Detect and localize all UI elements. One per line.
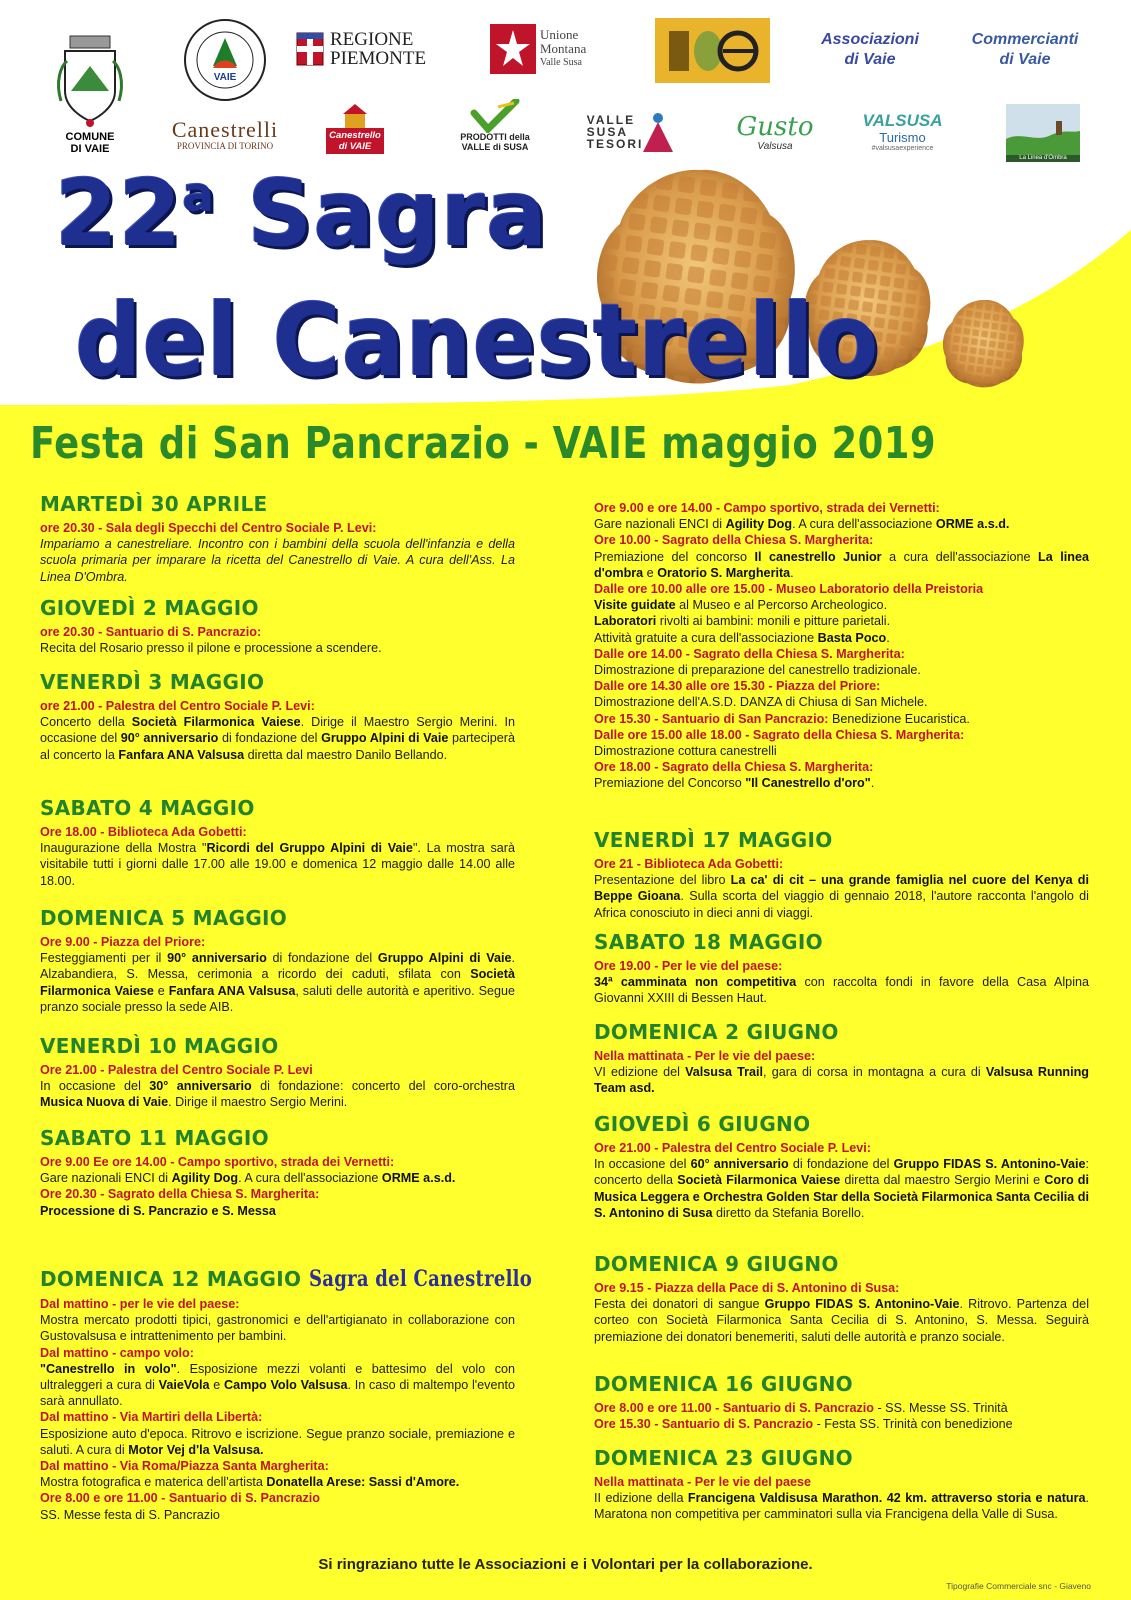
text-run: Gare nazionali ENCI di: [594, 517, 726, 532]
text-run: Esposizione auto d'epoca. Ritrovo e iscrizione. Segue pranzo sociale, premiazione e saluti. A cura di: [40, 1426, 515, 1457]
text-run: Gare nazionali ENCI di: [40, 1171, 172, 1186]
canestrello-waffle-small: [940, 296, 1030, 390]
text-bold: Fanfara ANA Valsusa: [118, 747, 245, 762]
event-block: [594, 958, 1089, 1007]
text-run: , saluti delle autorità e aperitivo. Segue pranzo sociale presso la sede AIB.: [40, 983, 515, 1014]
regione-line2: PIEMONTE: [330, 48, 427, 69]
day-heading: SABATO 4 MAGGIO: [40, 796, 255, 820]
event-time-place: Ore 8.00 e ore 11.00 - Santuario di S. Pancrazio: [594, 1401, 874, 1415]
prodotti-label: PRODOTTI della VALLE di SUSA: [460, 132, 530, 152]
text-run: Presentazione del libro: [594, 873, 731, 888]
text-bold: "Il Canestrello d'oro": [745, 776, 871, 791]
text-bold: 60° anniversario: [690, 1157, 789, 1172]
text-bold: Laboratori: [594, 614, 657, 629]
canestrello-di-vaie-logo: [320, 100, 390, 158]
text-bold: Campo Volo Valsusa: [224, 1378, 348, 1393]
event-description: Dimostrazione cottura canestrelli: [594, 744, 777, 759]
text-bold: Fanfara ANA Valsusa: [168, 983, 296, 998]
event-time-place: Ore 9.15 - Piazza della Pace di S. Antonino di Susa:: [594, 1281, 900, 1295]
commercianti-label: [960, 28, 1090, 72]
event-block: [40, 1296, 515, 1523]
text-bold: Gruppo FIDAS S. Antonino-Vaie: [764, 1297, 960, 1312]
text-run: di fondazione del: [788, 1157, 894, 1172]
text-run: di fondazione: concerto del coro-orchestra: [251, 1079, 516, 1094]
day-heading: VENERDÌ 10 MAGGIO: [40, 1034, 279, 1058]
comune-logo: [40, 18, 140, 168]
text-run: Attività gratuite a cura dell'associazione: [594, 630, 818, 645]
event-time-place: ore 20.30 - Santuario di S. Pancrazio:: [40, 625, 262, 639]
event-time-place: Ore 10.00 - Sagrato della Chiesa S. Margherita:: [594, 533, 874, 548]
text-run: Festa dei donatori di sangue: [594, 1297, 765, 1312]
acknowledgement-footer: Si ringraziano tutte le Associazioni e i Volontari per la collaborazione.: [318, 1556, 813, 1573]
text-bold: Gruppo FIDAS S. Antonino-Vaie: [893, 1157, 1086, 1172]
event-description: Dimostrazione dell'A.S.D. DANZA di Chiusa di San Michele.: [594, 695, 928, 710]
event-time-place: Ore 21 - Biblioteca Ada Gobetti:: [594, 857, 784, 871]
text-run: e: [643, 565, 658, 580]
event-time-place: Ore 18.00 - Sagrato della Chiesa S. Margherita:: [594, 760, 874, 775]
text-run: Premiazione del concorso: [594, 549, 755, 564]
vallesusa-tesori-label: VALLE SUSA TESORI: [586, 113, 644, 151]
text-bold: Agility Dog: [725, 517, 793, 532]
text-bold: ORME a.s.d.: [935, 517, 1010, 532]
text-run: Mostra fotografica e materica dell'artista: [40, 1475, 267, 1490]
day-heading: GIOVEDÌ 2 MAGGIO: [40, 596, 259, 620]
squadra-label: VAIE: [213, 72, 237, 83]
subtitle: Festa di San Pancrazio - VAIE maggio 2019: [30, 418, 937, 469]
event-time-place: Ore 8.00 e ore 11.00 - Santuario di S. Pancrazio: [40, 1491, 320, 1506]
event-description: Dimostrazione di preparazione del canestrello tradizionale.: [594, 663, 921, 678]
day-heading: MARTEDÌ 30 APRILE: [40, 492, 268, 516]
coat-of-arms-icon: [55, 31, 125, 131]
canestrelli-line2: PROVINCIA DI TORINO: [176, 141, 274, 152]
event-time-place: Ore 18.00 - Biblioteca Ada Gobetti:: [40, 825, 247, 839]
event-time-place: Ore 20.30 - Sagrato della Chiesa S. Margherita:: [40, 1187, 320, 1202]
event-time-place: Ore 9.00 e ore 14.00 - Campo sportivo, strada dei Vernetti:: [594, 501, 940, 515]
event-block: [40, 1154, 515, 1219]
day-heading: DOMENICA 23 GIUGNO: [594, 1446, 853, 1470]
event-time-place: Dalle ore 10.00 alle ore 15.00 - Museo Laboratorio della Preistoria: [594, 582, 984, 597]
unione-line1: Unione: [540, 27, 579, 42]
unione-line3: Valle Susa: [540, 57, 582, 68]
aib-badge-icon: [183, 18, 267, 102]
unione-line2: Montana: [540, 41, 587, 56]
text-run: .: [870, 776, 875, 791]
valsusa-turismo-line1: VALSUSA: [862, 111, 943, 131]
event-block: [594, 1280, 1089, 1345]
text-run: , gara di corsa in montagna a cura di: [763, 1065, 986, 1080]
text-run: . Alzabandiera, S. Messa, cerimonia a ricordo dei caduti, sfilata con: [40, 951, 515, 982]
sagra-tag: Sagra del Canestrello: [309, 1266, 533, 1292]
text-bold: Ricordi del Gruppo Alpini di Vaie: [206, 841, 413, 856]
text-bold: ORME a.s.d.: [381, 1171, 456, 1186]
text-bold: Società Filarmonica Vaiese: [677, 1173, 841, 1188]
event-time-place: ore 21.00 - Palestra del Centro Sociale P. Levi:: [40, 699, 315, 713]
day-heading: VENERDÌ 3 MAGGIO: [40, 670, 265, 694]
valsusa-turismo-line2: Turismo: [879, 129, 926, 145]
text-run: : concerto della: [594, 1157, 1089, 1188]
event-time-place: ore 20.30 - Sala degli Specchi del Centro Sociale P. Levi:: [40, 521, 377, 535]
main-title-line2: del Canestrello: [75, 282, 880, 399]
event-time-place: Ore 15.30 - Santuario di S. Pancrazio: [594, 1417, 814, 1432]
event-description: Mostra mercato prodotti tipici, gastronomici e dell'artigianato in collaborazione con Gustovalsusa e intrattenimento per bambini.: [40, 1313, 515, 1344]
text-bold: Coro di Musica Leggera e Orchestra Golden Star della Società Filarmonica Santa Cecilia di S. Antonino di Susa: [594, 1173, 1090, 1220]
event-time-place: Ore 21.00 - Palestra del Centro Sociale P. Levi:: [594, 1141, 871, 1155]
event-description: Impariamo a canestreliare. Incontro con i bambini della scuola dell'infanzia e della scuola primaria per imparare la ricetta del Canestrello di Vaie. A cura dell'Ass. La Linea D'Ombra.: [40, 537, 515, 584]
text-bold: Francigena Valdisusa Marathon. 42 km. attraverso storia e natura: [687, 1491, 1086, 1506]
text-run: .: [790, 565, 794, 580]
edition-number: 22: [55, 160, 183, 267]
event-time-place: Dalle ore 14.00 - Sagrato della Chiesa S. Margherita:: [594, 646, 905, 661]
text-run: rivolti ai bambini: monili e pitture parietali.: [656, 614, 891, 629]
landscape-icon: [1006, 115, 1080, 155]
commercianti-line1: Commercianti: [971, 31, 1079, 48]
associazioni-label: [810, 28, 930, 72]
event-description: SS. Messe festa di S. Pancrazio: [40, 1507, 220, 1522]
regione-line1: REGIONE: [330, 29, 414, 50]
event-description: Processione di S. Pancrazio e S. Messa: [40, 1203, 276, 1218]
event-time-place: Dal mattino - Via Roma/Piazza Santa Margherita:: [40, 1459, 329, 1474]
day-heading: DOMENICA 16 GIUGNO: [594, 1372, 853, 1396]
text-run: In occasione del: [594, 1157, 691, 1172]
event-time-place: Ore 15.30 - Santuario di San Pancrazio:: [594, 711, 829, 726]
event-time-place: Ore 9.00 - Piazza del Priore:: [40, 935, 206, 949]
event-time-place: Dal mattino - Via Martiri della Libertà:: [40, 1410, 263, 1425]
text-run: . Dirige il Maestro Sergio Merini. In occasione del: [40, 715, 516, 746]
text-run: di fondazione del: [266, 951, 378, 966]
text-bold: Valsusa Running Team asd.: [594, 1065, 1089, 1096]
text-run: e: [209, 1378, 225, 1393]
text-bold: La linea d'ombra: [594, 549, 1089, 580]
event-block: [594, 1048, 1089, 1097]
text-bold: Gruppo Alpini di Vaie: [321, 731, 449, 746]
text-bold: 90° anniversario: [167, 951, 267, 966]
event-description: - Festa SS. Trinità con benedizione: [813, 1417, 1013, 1432]
prodotti-valle-susa-logo: [445, 92, 545, 160]
text-bold: Gruppo Alpini di Vaie: [377, 951, 512, 966]
event-time-place: Ore 19.00 - Per le vie del paese:: [594, 959, 783, 973]
event-description: Benedizione Eucaristica.: [828, 711, 970, 726]
text-run: diretto da Stefania Borello.: [712, 1205, 865, 1220]
text-run: parteciperà al concerto la: [40, 731, 515, 762]
text-run: .: [886, 630, 890, 645]
text-run: . Esposizione mezzi volanti e battesimo del volo con ultraleggeri a cura di: [40, 1361, 515, 1393]
text-run: a cura dell'associazione: [881, 549, 1039, 564]
museo-laboratorio-logo: [655, 18, 770, 83]
comune-label: COMUNE DI VAIE: [65, 130, 115, 155]
text-run: . Ritrovo. Partenza del corteo con Società Filarmonica Santa Cecilia di S. Antonino, S. Messa. Seguirà premiazione dei donatori benemeriti, saluti delle autorità e pranzo sociale.: [594, 1297, 1089, 1344]
event-time-place: Nella mattinata - Per le vie del paese: [594, 1475, 811, 1489]
main-title-line1: [55, 160, 548, 267]
event-time-place: Nella mattinata - Per le vie del paese:: [594, 1049, 816, 1063]
linea-ombra-label: La Linea d'Ombra: [1006, 155, 1080, 162]
text-bold: Visite guidate: [594, 598, 676, 613]
text-run: Concerto della: [40, 715, 132, 730]
regione-piemonte-logo: [296, 28, 436, 70]
gusto-label: Gusto: [736, 111, 814, 142]
checkmark-leaf-icon: [470, 99, 520, 133]
text-run: al Museo e al Percorso Archeologico.: [675, 598, 888, 613]
text-bold: 90° anniversario: [120, 731, 219, 746]
day-heading-text: DOMENICA 12 MAGGIO: [40, 1267, 302, 1291]
unione-montana-logo: [490, 22, 595, 76]
event-block: [594, 500, 1089, 792]
text-run: II edizione della: [594, 1491, 688, 1506]
event-block: [40, 824, 515, 889]
text-run: di fondazione del: [218, 731, 322, 746]
printer-credit: Tipografie Commerciale snc - Giaveno: [946, 1581, 1091, 1591]
day-heading: DOMENICA 2 GIUGNO: [594, 1020, 839, 1044]
canestrelli-line1: Canestrelli: [171, 116, 279, 142]
valsusa-turismo-logo: [850, 105, 955, 160]
day-heading: DOMENICA 5 MAGGIO: [40, 906, 288, 930]
text-bold: La ca' di cit – una grande famiglia nel cuore del Kenya di Beppe Gioana: [594, 873, 1089, 904]
event-time-place: Dalle ore 15.00 alle 18.00 - Sagrato della Chiesa S. Margherita:: [594, 727, 965, 742]
day-heading: GIOVEDÌ 6 GIUGNO: [594, 1112, 811, 1136]
event-block: [594, 856, 1089, 921]
text-bold: Oratorio S. Margherita: [657, 565, 791, 580]
day-heading: VENERDÌ 17 MAGGIO: [594, 828, 833, 852]
edition-ordinal: a: [182, 167, 216, 223]
event-time-place: Dal mattino - campo volo:: [40, 1345, 194, 1360]
text-run: . In caso di maltempo l'evento sarà annullato.: [40, 1378, 515, 1409]
museum-emblem-icon: [663, 23, 763, 78]
gusto-valsusa-logo: [725, 105, 825, 160]
linea-ombra-logo: [1006, 104, 1080, 162]
text-run: In occasione del: [40, 1079, 150, 1094]
canestrelli-provincia-logo: [160, 108, 290, 162]
text-run: Premiazione del Concorso: [594, 776, 746, 791]
text-bold: Agility Dog: [171, 1171, 239, 1186]
piemonte-shield-icon: [296, 32, 324, 66]
text-bold: Musica Nuova di Vaie: [40, 1095, 169, 1110]
event-time-place: Dal mattino - per le vie del paese:: [40, 1297, 240, 1311]
event-time-place: Ore 21.00 - Palestra del Centro Sociale P. Levi: [40, 1063, 313, 1077]
text-run: con raccolta fondi in favore della Casa Alpina Giovanni XXIII di Bessen Haut.: [594, 975, 1089, 1006]
day-heading-sagra: [40, 1266, 581, 1292]
text-run: ". La mostra sarà visitabile tutti i giorni dalle 17.00 alle 19.00 e domenica 12 maggio dalle 14.00 alle 18.00.: [40, 841, 515, 888]
canestrello-vaie-line1: Canestrello: [329, 130, 381, 141]
text-run: Inaugurazione della Mostra ": [40, 841, 207, 856]
day-heading: DOMENICA 9 GIUGNO: [594, 1252, 839, 1276]
text-run: VI edizione del: [594, 1065, 686, 1080]
event-block: [40, 698, 515, 763]
text-run: . A cura dell'associazione: [792, 517, 936, 532]
event-description: - SS. Messe SS. Trinità: [873, 1401, 1008, 1415]
gusto-sub-label: Valsusa: [757, 141, 793, 153]
day-heading: SABATO 11 MAGGIO: [40, 1126, 269, 1150]
text-run: . Dirige il maestro Sergio Merini.: [168, 1095, 348, 1110]
event-block: [594, 1474, 1089, 1523]
text-bold: Valsusa Trail: [685, 1065, 764, 1080]
text-bold: Motor Vej d'la Valsusa.: [128, 1442, 264, 1457]
canestrello-vaie-line2: di VAIE: [338, 141, 372, 152]
text-bold: Il canestrello Junior: [754, 549, 882, 564]
mountain-figure-icon: [643, 112, 673, 152]
text-run: e: [153, 983, 169, 998]
text-bold: Società Filarmonica Vaiese: [131, 715, 301, 730]
unione-montana-emblem-icon: [490, 24, 536, 74]
event-block: [40, 1062, 515, 1111]
text-bold: Basta Poco: [817, 630, 887, 645]
text-run: . Sulla scorta del viaggio di gennaio 2018, l'autore racconta l'angolo di Africa conosciuto in dieci anni di viaggi.: [594, 889, 1089, 920]
event-block: [40, 624, 515, 656]
squadra-volontari-logo: [180, 15, 270, 105]
text-run: diretta dal maestro Danilo Bellando.: [244, 747, 448, 762]
event-block: [594, 1400, 1089, 1432]
associazioni-line1: Associazioni: [821, 31, 919, 48]
text-run: . Maratona non competitiva per camminatori sulla via Francigena della Valle di Susa.: [594, 1491, 1089, 1522]
event-block: [594, 1140, 1089, 1221]
event-description: Recita del Rosario presso il pilone e processione a scendere.: [40, 641, 382, 656]
text-bold: Donatella Arese: Sassi d'Amore.: [266, 1475, 460, 1490]
text-run: Festeggiamenti per il: [40, 951, 168, 966]
text-bold: VaieVola: [158, 1378, 210, 1393]
text-bold: 30° anniversario: [149, 1079, 252, 1094]
title-sagra: Sagra: [215, 160, 549, 267]
church-icon: [335, 104, 375, 128]
vallesusa-tesori-logo: [585, 105, 675, 159]
day-heading: SABATO 18 MAGGIO: [594, 930, 823, 954]
text-bold: 34ª camminata non competitiva: [594, 975, 797, 990]
text-bold: "Canestrello in volo": [40, 1361, 177, 1376]
text-run: diretta dal maestro Sergio Merini e: [840, 1173, 1045, 1188]
event-block: [40, 520, 515, 585]
text-run: . A cura dell'associazione: [238, 1171, 382, 1186]
event-time-place: Ore 9.00 Ee ore 14.00 - Campo sportivo, strada dei Vernetti:: [40, 1155, 395, 1169]
valsusa-turismo-line3: #valsusaexperience: [871, 145, 934, 153]
commercianti-line2: di Vaie: [999, 51, 1051, 68]
text-bold: Società Filarmonica Vaiese: [40, 967, 515, 998]
event-block: [40, 934, 515, 1015]
event-time-place: Dalle ore 14.30 alle ore 15.30 - Piazza del Priore:: [594, 679, 881, 694]
associazioni-line2: di Vaie: [844, 51, 896, 68]
